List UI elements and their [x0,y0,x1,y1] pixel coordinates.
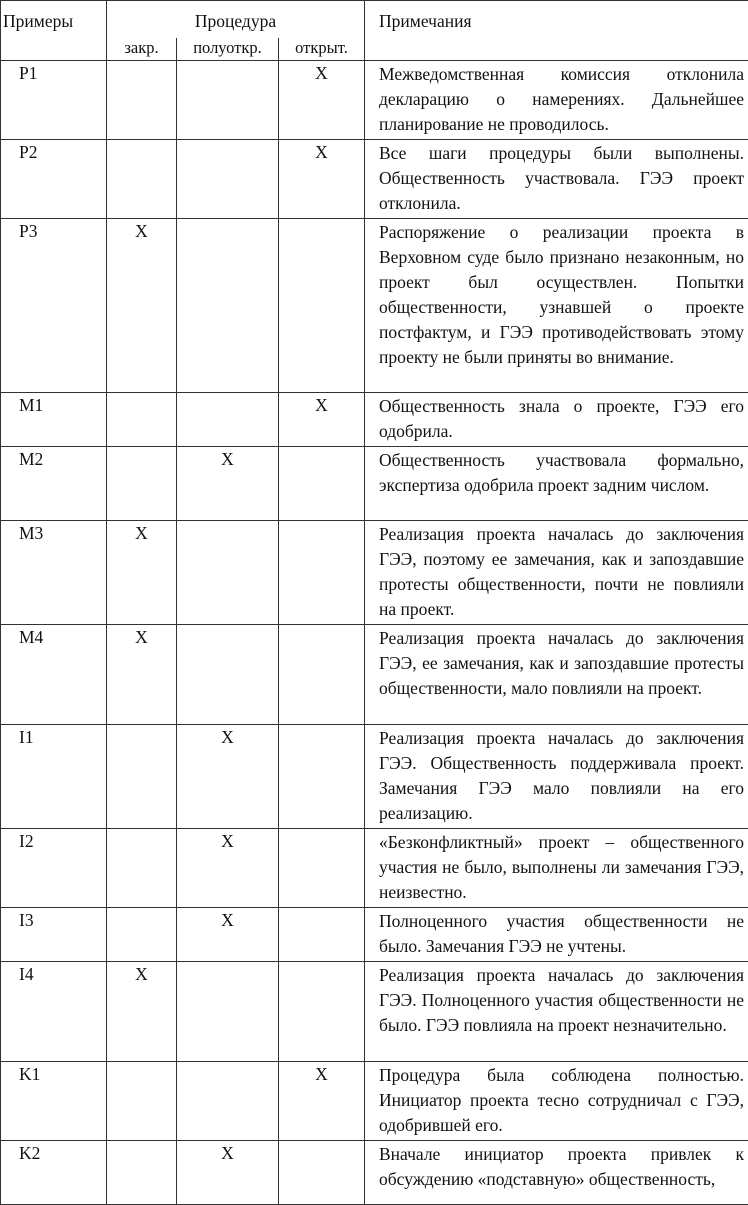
example-id: P3 [1,219,107,393]
table-row [1,521,748,625]
mark-closed [107,1062,177,1141]
note-text: Полноценного участия общественности не было. Замечания ГЭЭ не учтены. [365,908,748,962]
header-row [1,1,748,39]
table-row [1,1062,748,1141]
mark-semi-open [177,962,279,1062]
mark-semi-open: X [177,829,279,908]
mark-closed: X [107,219,177,393]
mark-open: X [279,393,365,447]
example-id: I2 [1,829,107,908]
header-examples: Примеры [1,1,107,61]
note-text: «Безконфликтный» проект – общественного участия не было, выполнены ли замечания ГЭЭ, неизвестно. [365,829,748,908]
mark-open: X [279,1062,365,1141]
example-id: K2 [1,1141,107,1205]
mark-open: X [279,61,365,140]
table-row [1,393,748,447]
note-text: Все шаги процедуры были выполнены. Общественность участвовала. ГЭЭ проект отклонила. [365,140,748,219]
mark-closed: X [107,625,177,725]
header-procedure: Процедура [107,1,365,39]
example-id: I1 [1,725,107,829]
mark-semi-open: X [177,908,279,962]
mark-open [279,447,365,521]
note-text: Межведомственная комиссия отклонила декларацию о намерениях. Дальнейшее планирование не проводилось. [365,61,748,140]
table-row [1,1141,748,1205]
example-id: M2 [1,447,107,521]
table-row [1,908,748,962]
mark-closed [107,61,177,140]
example-id: P1 [1,61,107,140]
mark-closed [107,140,177,219]
header-semi-open: полуоткр. [177,38,279,61]
table-row [1,61,748,140]
example-id: I4 [1,962,107,1062]
table-row [1,140,748,219]
mark-semi-open: X [177,1141,279,1205]
note-text: Общественность знала о проекте, ГЭЭ его одобрила. [365,393,748,447]
table-row [1,625,748,725]
table-row [1,725,748,829]
mark-closed [107,725,177,829]
mark-open [279,1141,365,1205]
mark-closed: X [107,962,177,1062]
mark-semi-open: X [177,725,279,829]
mark-closed [107,393,177,447]
note-text: Реализация проекта началась до заключения ГЭЭ, ее замечания, как и запоздавшие протесты общественности, мало повлияли на проект. [365,625,748,725]
example-id: M4 [1,625,107,725]
mark-semi-open: X [177,447,279,521]
table-row [1,962,748,1062]
table-row [1,829,748,908]
header-notes: Примечания [365,1,748,61]
mark-closed: X [107,521,177,625]
example-id: M1 [1,393,107,447]
mark-closed [107,447,177,521]
example-id: I3 [1,908,107,962]
header-open: открыт. [279,38,365,61]
mark-closed [107,908,177,962]
mark-semi-open [177,140,279,219]
mark-semi-open [177,61,279,140]
mark-semi-open [177,521,279,625]
mark-semi-open [177,393,279,447]
mark-open [279,829,365,908]
table-row [1,219,748,393]
note-text: Процедура была соблюдена полностью. Инициатор проекта тесно сотрудничал с ГЭЭ, одобрившей его. [365,1062,748,1141]
note-text: Распоряжение о реализации проекта в Верховном суде было признано незаконным, но проект был осуществлен. Попытки общественности, узнавшей о проекте постфактум, и ГЭЭ противодействовать этому проекту не были приняты во внимание. [365,219,748,393]
example-id: P2 [1,140,107,219]
mark-closed [107,1141,177,1205]
mark-semi-open [177,625,279,725]
table-row [1,447,748,521]
mark-open [279,908,365,962]
header-closed: закр. [107,38,177,61]
mark-open: X [279,140,365,219]
note-text: Реализация проекта началась до заключения ГЭЭ, поэтому ее замечания, как и запоздавшие протесты общественности, почти не повлияли на проект. [365,521,748,625]
mark-open [279,725,365,829]
note-text: Вначале инициатор проекта привлек к обсуждению «подставную» общественность, [365,1141,748,1205]
mark-semi-open [177,219,279,393]
example-id: M3 [1,521,107,625]
mark-closed [107,829,177,908]
mark-open [279,625,365,725]
note-text: Реализация проекта началась до заключения ГЭЭ. Полноценного участия общественности не было. ГЭЭ повлияла на проект незначительно. [365,962,748,1062]
example-id: K1 [1,1062,107,1141]
mark-open [279,962,365,1062]
note-text: Реализация проекта началась до заключения ГЭЭ. Общественность поддерживала проект. Замечания ГЭЭ мало повлияли на его реализацию. [365,725,748,829]
mark-semi-open [177,1062,279,1141]
mark-open [279,521,365,625]
mark-open [279,219,365,393]
note-text: Общественность участвовала формально, экспертиза одобрила проект задним числом. [365,447,748,521]
